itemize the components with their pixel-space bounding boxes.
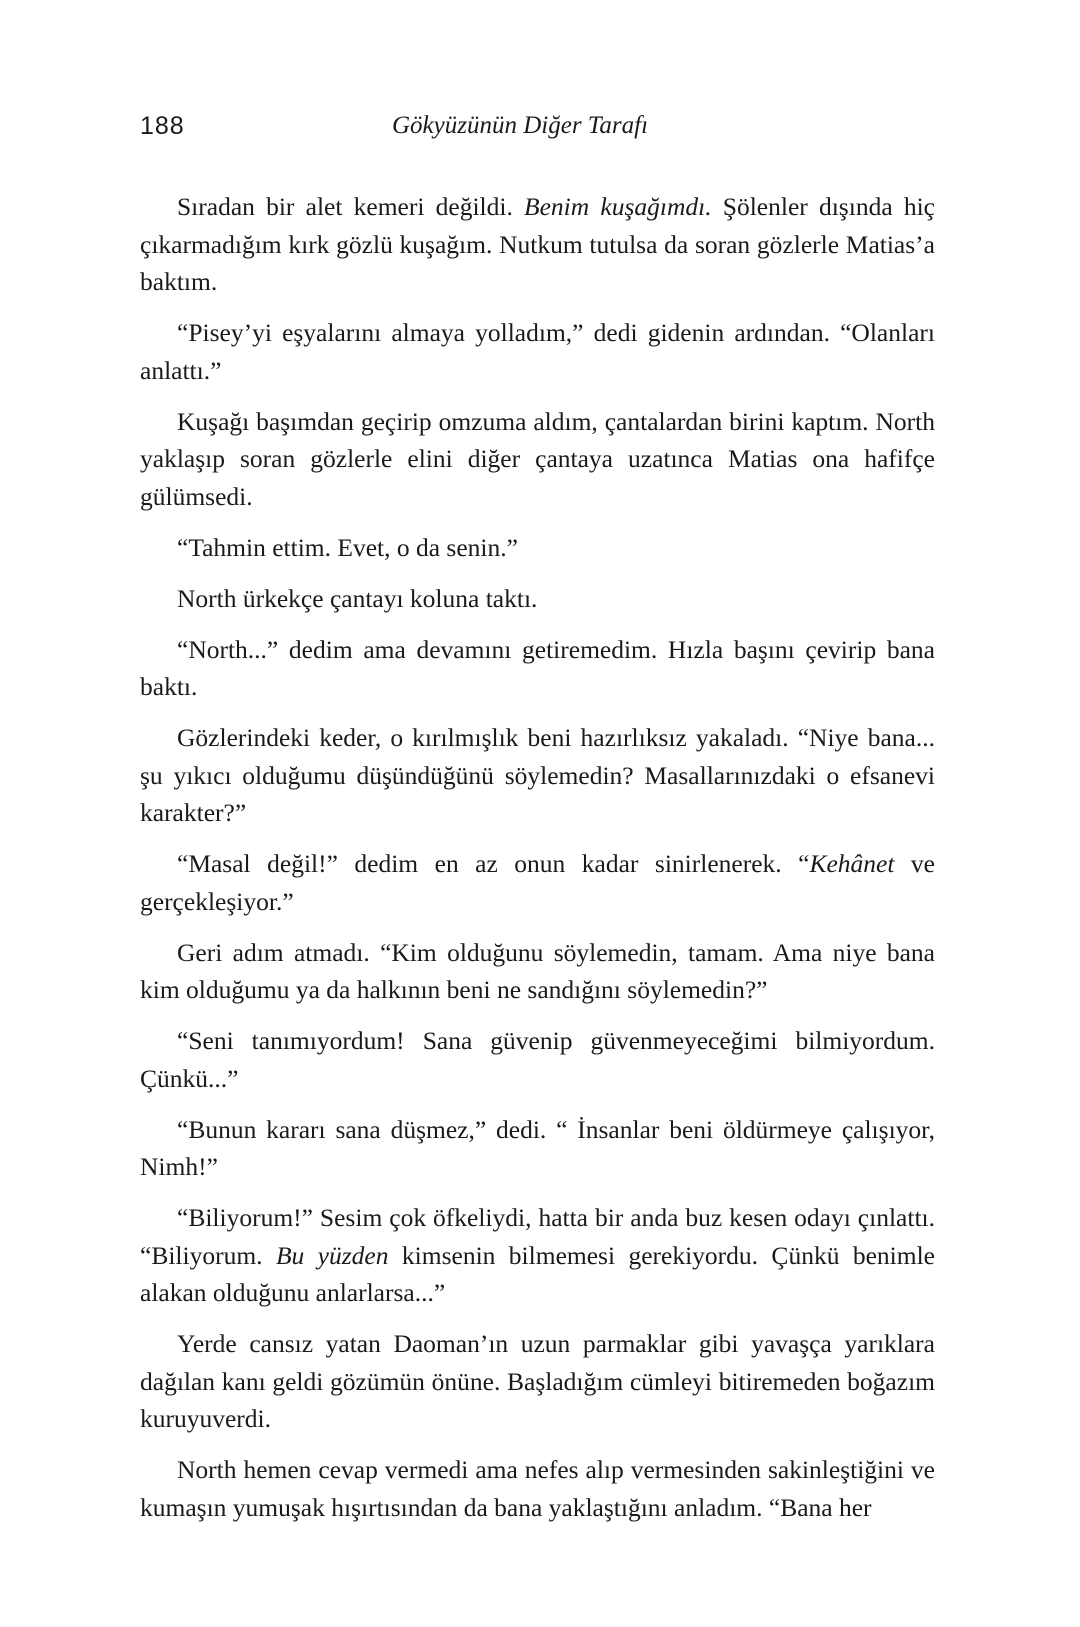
paragraph: “North...” dedim ama devamını getiremedim. Hızla başını çevirip bana baktı. (140, 634, 935, 701)
paragraph: Geri adım atmadı. “Kim olduğunu söylemedin, tamam. Ama niye bana kim olduğumu ya da halkının beni ne sandığını söylemedin?” (140, 937, 935, 1004)
paragraph-text: kimsenin bilmemesi gerekiyordu. Çünkü benimle alakan olduğunu anlarlarsa...” (140, 1240, 935, 1307)
paragraph-text: ve gerçekleşiyor.” (140, 849, 935, 916)
paragraph-text: Şölenler dışında hiç çıkarmadığım kırk gözlü kuşağım. Nutkum tutulsa da soran gözlerle Matias’a baktım. (140, 192, 935, 296)
paragraph: Gözlerindeki keder, o kırılmışlık beni hazırlıksız yakaladı. “Niye bana... şu yıkıcı olduğumu düşündüğünü söylemedin? Masallarınızdaki o efsanevi karakter?” (140, 723, 935, 827)
paragraph (140, 188, 935, 301)
paragraph: “Seni tanımıyordum! Sana güvenip güvenmeyeceğimi bilmiyordum. Çünkü...” (140, 1026, 935, 1093)
paragraph: “Bunun kararı sana düşmez,” dedi. “ İnsanlar beni öldürmeye çalışıyor, Nimh!” (140, 1114, 935, 1181)
emphasis-text: Kehânet (809, 849, 895, 878)
paragraph-text: “Biliyorum!” Sesim çok öfkeliydi, hatta bir anda buz kesen odayı çınlattı. “Biliyorum. (140, 1203, 935, 1270)
emphasis-text: Bu yüzden (275, 1240, 389, 1270)
paragraph: Yerde cansız yatan Daoman’ın uzun parmaklar gibi yavaşça yarıklara dağılan kanı geldi gözümün önüne. Başladığım cümleyi bitiremeden boğazım kuruyuverdi. (140, 1329, 935, 1433)
page-number: 188 (140, 112, 185, 140)
running-title: Gökyüzünün Diğer Tarafı (392, 112, 649, 139)
paragraph: North hemen cevap vermedi ama nefes alıp vermesinden sakinleştiğini ve kumaşın yumuşak hışırtısından da bana yaklaştığını anladım. “Bana her (140, 1455, 935, 1522)
paragraph (140, 1199, 935, 1312)
paragraph: North ürkekçe çantayı koluna taktı. (177, 583, 538, 613)
paragraph: Kuşağı başımdan geçirip omzuma aldım, çantalardan birini kaptım. North yaklaşıp soran gözlerle elini diğer çantaya uzatınca Matias ona hafifçe gülümsedi. (140, 406, 935, 511)
paragraph (140, 845, 935, 920)
emphasis-text: Benim kuşağımdı. (524, 192, 712, 221)
paragraph: “Pisey’yi eşyalarını almaya yolladım,” dedi gidenin ardından. “Olanları anlattı.” (140, 318, 935, 385)
paragraph-text: Sıradan bir alet kemeri değildi. (177, 192, 525, 221)
body-text (140, 188, 935, 1526)
page-header (140, 112, 940, 152)
paragraph: “Tahmin ettim. Evet, o da senin.” (177, 532, 518, 562)
paragraph-text: “Masal değil!” dedim en az onun kadar sinirlenerek. “ (177, 849, 810, 878)
